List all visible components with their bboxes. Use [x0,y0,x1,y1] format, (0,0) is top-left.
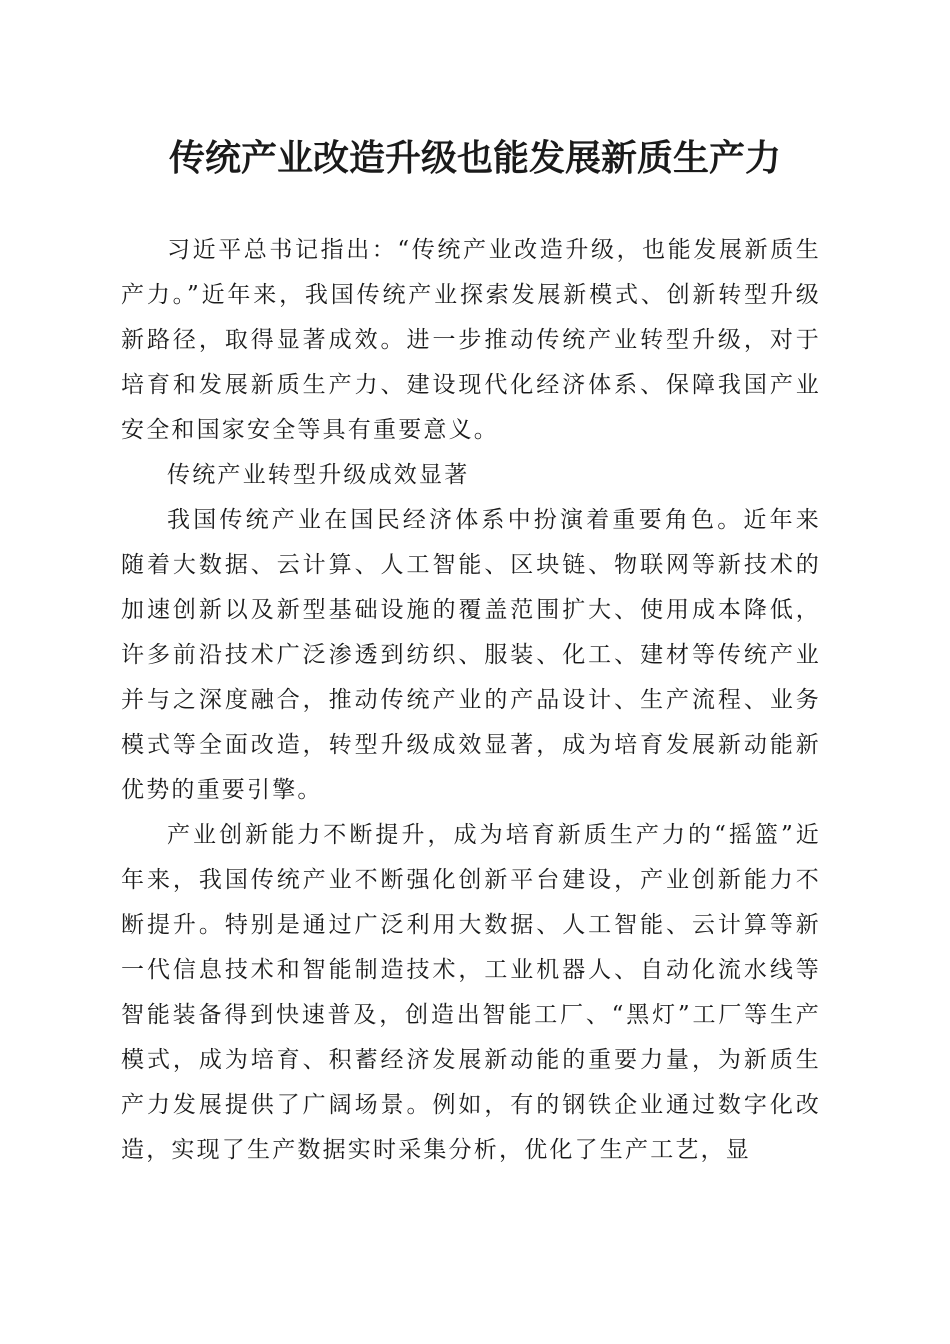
paragraph-body-2: 产业创新能力不断提升，成为培育新质生产力的“摇篮”近年来，我国传统产业不断强化创新平台建设，产业创新能力不断提升。特别是通过广泛利用大数据、人工智能、云计算等新一代信息技术和智能制造技术，工业机器人、自动化流水线等智能装备得到快速普及，创造出智能工厂、“黑灯”工厂等生产模式，成为培育、积蓄经济发展新动能的重要力量，为新质生产力发展提供了广阔场景。例如，有的钢铁企业通过数字化改造，实现了生产数据实时采集分析，优化了生产工艺，显 [121,822,821,1163]
paragraph-body-1: 我国传统产业在国民经济体系中扮演着重要角色。近年来随着大数据、云计算、人工智能、区块链、物联网等新技术的加速创新以及新型基础设施的覆盖范围扩大、使用成本降低，许多前沿技术广泛渗透到纺织、服装、化工、建材等传统产业并与之深度融合，推动传统产业的产品设计、生产流程、业务模式等全面改造，转型升级成效显著，成为培育发展新动能新优势的重要引擎。 [121,507,821,803]
section-heading: 传统产业转型升级成效显著 [167,462,470,488]
document-title: 传统产业改造升级也能发展新质生产力 [168,137,781,179]
paragraph-intro: 习近平总书记指出：“传统产业改造升级，也能发展新质生产力。”近年来，我国传统产业探索发展新模式、创新转型升级新路径，取得显著成效。进一步推动传统产业转型升级，对于培育和发展新质生产力、建设现代化经济体系、保障我国产业安全和国家安全等具有重要意义。 [121,237,821,443]
document-body [121,228,821,1173]
